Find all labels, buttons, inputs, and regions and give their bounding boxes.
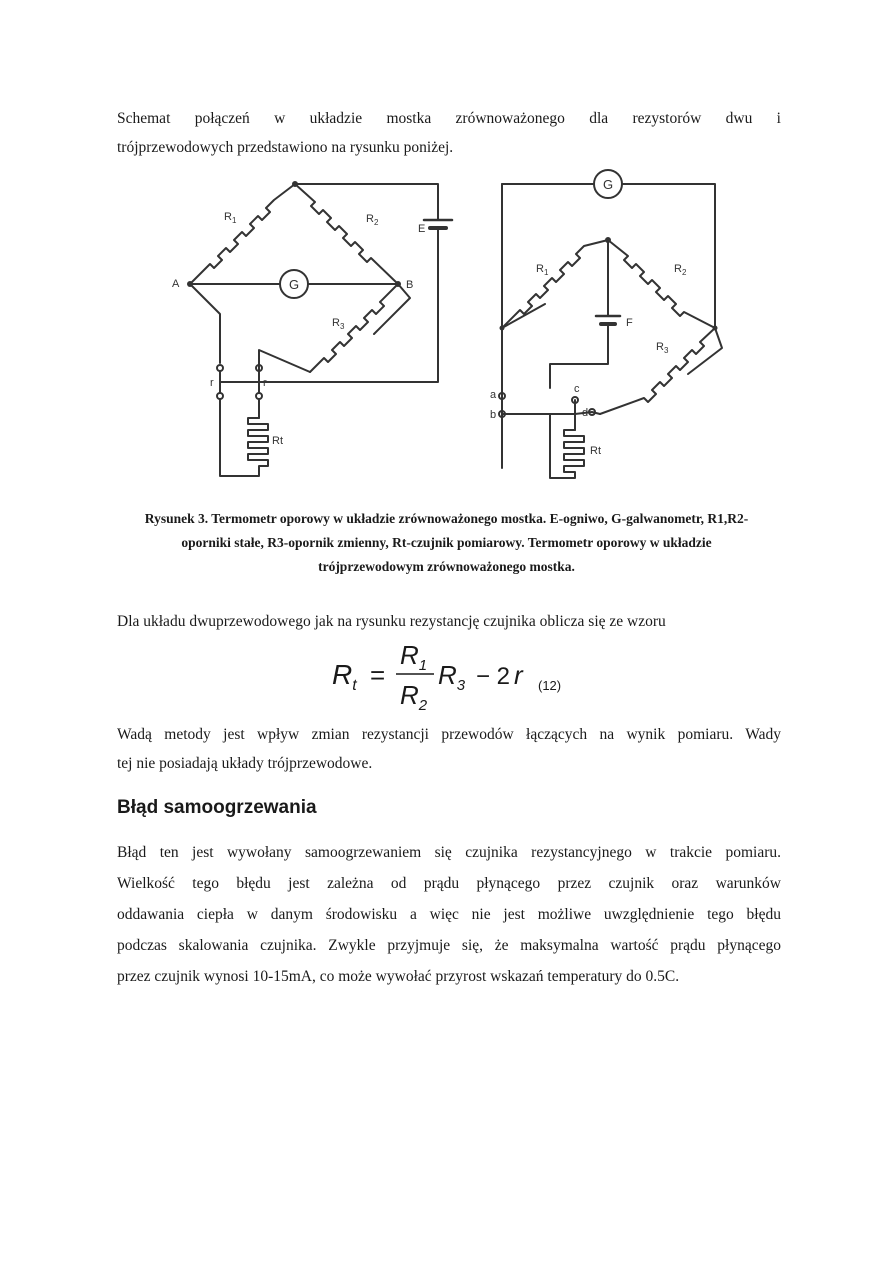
resistor-r1-left [190, 184, 295, 284]
label-terminal-b: b [490, 409, 497, 421]
self-heating-line-2: Wielkość tego błędu jest zależna od prądu płynącego przez czujnik oraz warunków [117, 875, 781, 892]
label-g-right: G [603, 177, 614, 192]
label-e: E [418, 223, 426, 235]
label-f: F [626, 317, 633, 329]
three-wire-bridge-diagram [499, 170, 722, 478]
section-heading: Błąd samoogrzewania [117, 797, 317, 818]
label-terminal-a: a [490, 389, 497, 401]
self-heating-paragraph [117, 837, 781, 992]
caption-line-1: Rysunek 3. Termometr oporowy w układzie zrównoważonego mostka. E-ogniwo, G-galwanometr, R1,R2- [144, 511, 749, 526]
resistor-r2-left [295, 184, 398, 284]
resistor-r2-right [608, 240, 715, 328]
label-g-left: G [289, 277, 300, 292]
self-heating-line-3: oddawania ciepła w danym środowisku a więc nie jest możliwe uwzględnienie tego błędu [117, 906, 781, 923]
figure-caption [110, 507, 783, 579]
label-b: B [406, 279, 414, 291]
bridge-circuit-figure [160, 168, 740, 488]
sensor-rt-right [550, 414, 584, 478]
caption-line-3: trójprzewodowym zrównoważonego mostka. [318, 559, 575, 574]
formula-12 [330, 638, 630, 710]
sensor-rt-left [242, 418, 268, 476]
formula-lhs: $R_t$ [332, 659, 357, 694]
intro-line-2: trójprzewodowych przedstawiono na rysunku poniżej. [117, 139, 454, 156]
label-rt-right: Rt [590, 445, 601, 457]
label-r2-right: $R_2$ [674, 263, 687, 277]
formula-intro: Dla układu dwuprzewodowego jak na rysunku rezystancję czujnika oblicza się ze wzoru [117, 613, 666, 630]
formula-minus-two: − 2 [476, 663, 511, 690]
formula-number: (12) [538, 678, 562, 693]
label-r-lead-left: r [210, 377, 214, 389]
disadvantage-paragraph [117, 720, 781, 778]
formula-r3: $R_3$ [438, 660, 466, 694]
intro-line-1: Schemat połączeń w układzie mostka zrównoważonego dla rezystorów dwu i [117, 110, 781, 127]
label-terminal-d: d [582, 407, 589, 419]
self-heating-line-1: Błąd ten jest wywołany samoogrzewaniem się czujnika rezystancyjnego w trakcie pomiaru. [117, 844, 781, 861]
label-r-lead-right: r [263, 377, 267, 389]
label-r2-left: $R_2$ [366, 213, 379, 227]
label-r1-right: $R_1$ [536, 263, 549, 277]
label-r1-left: $R_1$ [224, 211, 237, 225]
resistor-r3-left [310, 284, 398, 372]
caption-line-2: oporniki stałe, R3-opornik zmienny, Rt-czujnik pomiarowy. Termometr oporowy w układzie [181, 535, 712, 550]
label-r3-right: $R_3$ [656, 341, 669, 355]
two-wire-bridge-diagram [190, 184, 452, 476]
formula-equals: = [370, 660, 386, 690]
label-a: A [172, 278, 180, 290]
formula-numerator: $R_1$ [400, 640, 428, 674]
self-heating-line-5: przez czujnik wynosi 10-15mA, co może wywołać przyrost wskazań temperatury do 0.5C. [117, 968, 680, 985]
self-heating-line-4: podczas skalowania czujnika. Zwykle przyjmuje się, że maksymalna wartość prądu płynącego [117, 937, 781, 954]
intro-paragraph [117, 104, 781, 162]
label-rt-left: Rt [272, 435, 283, 447]
disadvantage-line-2: tej nie posiadają układy trójprzewodowe. [117, 755, 373, 772]
resistor-r1-right [502, 240, 608, 328]
disadvantage-line-1: Wadą metody jest wpływ zmian rezystancji przewodów łączących na wynik pomiaru. Wady [117, 726, 781, 743]
formula-denominator: $R_2$ [400, 680, 428, 710]
label-terminal-c: c [574, 383, 580, 395]
label-r3-left: $R_3$ [332, 317, 345, 331]
formula-r: r [514, 660, 523, 690]
